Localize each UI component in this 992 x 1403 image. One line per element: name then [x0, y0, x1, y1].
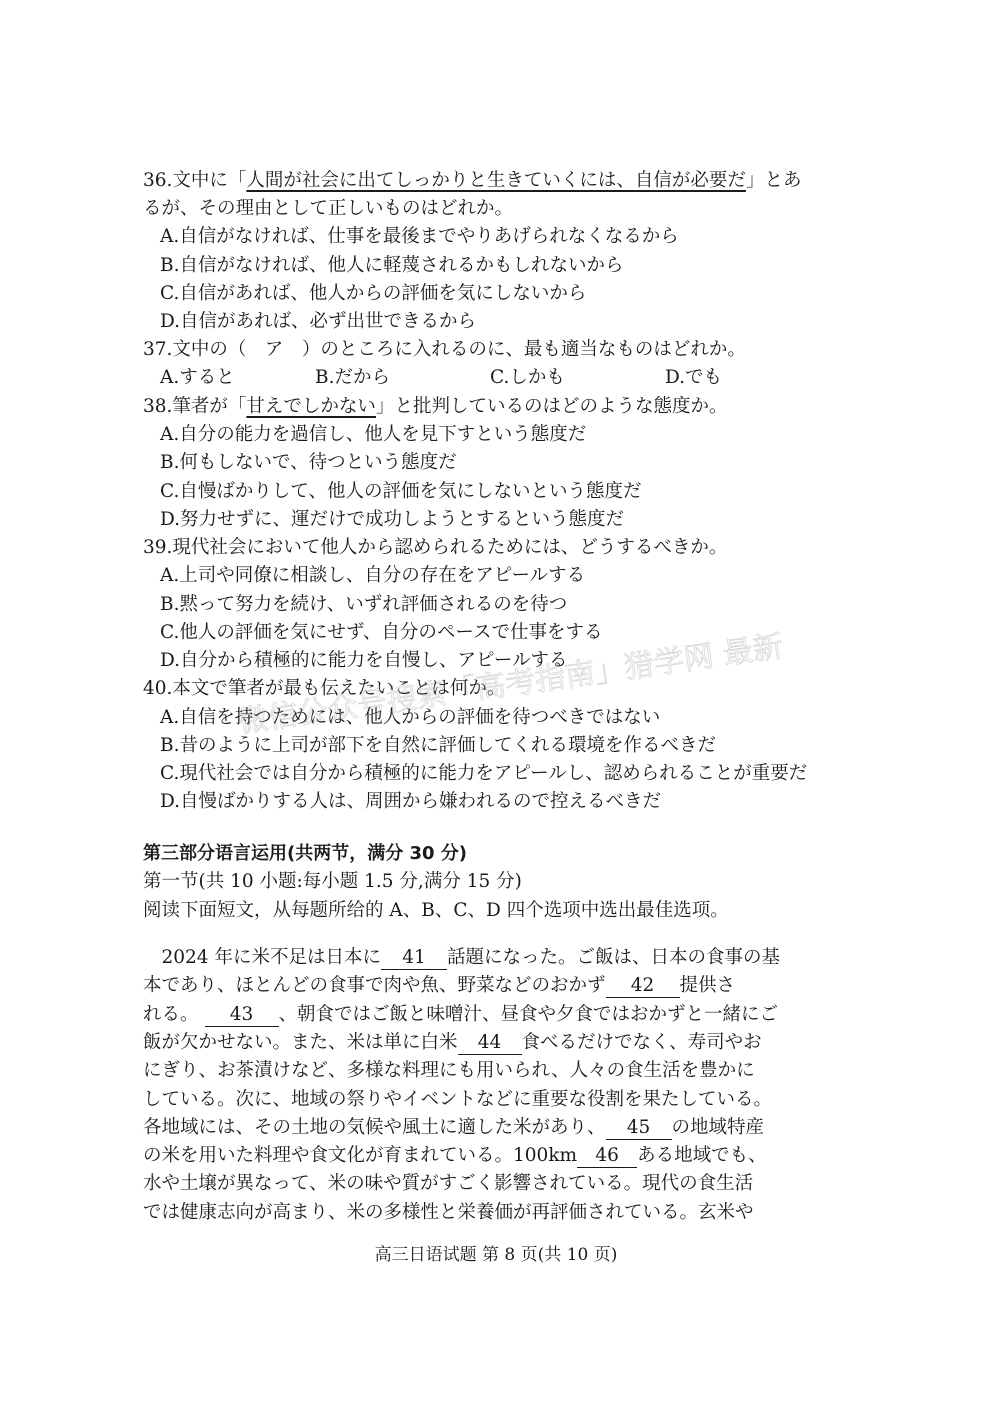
blank-41: 41 [381, 947, 447, 970]
passage-text: 、朝食ではご飯と味噌汁、昼食や夕食ではおかずと一緒にご [278, 1004, 779, 1025]
q38-option-a: A.自分の能力を過信し、他人を見下すという態度だ [160, 424, 587, 445]
q40-stem: 40.本文で筆者が最も伝えたいことは何か。 [143, 678, 506, 699]
passage-line-6: している。次に、地域の祭りやイベントなどに重要な役割を果たしている。 [143, 1089, 773, 1110]
part3-title: 第三部分语言运用(共两节，满分 30 分) [143, 843, 468, 864]
passage-text: れる。 [143, 1004, 199, 1025]
passage-line-10: では健康志向が高まり、米の多様性と栄養価が再評価されている。玄米や [143, 1202, 754, 1223]
q37-option-a: A.すると [160, 367, 235, 388]
passage-line-1 [143, 944, 780, 972]
blank-44: 44 [458, 1032, 522, 1055]
passage-line-8 [143, 1142, 767, 1170]
blank-43: 43 [205, 1004, 279, 1027]
passage-text: の地域特産 [671, 1117, 765, 1138]
q38-prefix: 38.筆者が「 [143, 396, 247, 417]
q36-suffix: 」とあ [745, 170, 802, 191]
q38-option-d: D.努力せずに、運だけで成功しようとするという態度だ [160, 509, 625, 530]
q39-option-b: B.黙って努力を続け、いずれ評価されるのを待つ [160, 594, 568, 615]
q39-stem: 39.現代社会において他人から認められるためには、どうするべきか。 [143, 537, 728, 558]
passage-line-9: 水や土壌が異なって、米の味や質がすごく影響されている。現代の食生活 [143, 1173, 754, 1194]
blank-42: 42 [606, 975, 680, 998]
passage-line-2 [143, 972, 735, 1000]
passage-text: 各地域には、その土地の気候や風土に適した米があり、 [143, 1117, 606, 1138]
q39-option-c: C.他人の評価を気にせず、自分のペースで仕事をする [160, 622, 603, 643]
blank-46: 46 [577, 1145, 637, 1168]
q37-option-b: B.だから [315, 367, 390, 388]
passage-line-3 [143, 1001, 778, 1029]
q36-option-d: D.自信があれば、必ず出世できるから [160, 311, 477, 332]
passage-text: ある地域でも、 [637, 1145, 767, 1166]
q40-option-b: B.昔のように上司が部下を自然に評価してくれる環境を作るべきだ [160, 735, 716, 756]
passage-text: 飯が欠かせない。また、米は単に白米 [143, 1032, 458, 1053]
watermark-text: 微信公众号搜索「高考指南」猎学网 最新高考资讯 [235, 612, 790, 741]
q38-quote: 甘えでしかない [246, 396, 376, 417]
q36-option-c: C.自信があれば、他人からの評価を気にしないから [160, 283, 587, 304]
passage-text: 提供さ [679, 975, 736, 996]
passage-text: 話題になった。ご飯は、日本の食事の基 [446, 947, 780, 968]
q40-option-a: A.自信を持つためには、他人からの評価を待つべきではない [160, 707, 661, 728]
passage-text: 2024 年に米不足は日本に [143, 947, 381, 968]
q36-prefix: 36.文中に「 [143, 170, 247, 191]
q38-option-c: C.自慢ばかりして、他人の評価を気にしないという態度だ [160, 481, 642, 502]
page-footer: 高三日语试题 第 8 页(共 10 页) [374, 1245, 618, 1265]
passage-text: 食べるだけでなく、寿司やお [521, 1032, 762, 1053]
q36-option-b: B.自信がなければ、他人に軽蔑されるかもしれないから [160, 255, 624, 276]
q37-stem: 37.文中の（ ア ）のところに入れるのに、最も適当なものはどれか。 [143, 339, 746, 360]
passage-text: 本であり、ほとんどの食事で肉や魚、野菜などのおかず [143, 975, 606, 996]
passage-line-4 [143, 1029, 762, 1057]
q40-option-d: D.自慢ばかりする人は、周囲から嫌われるので控えるべきだ [160, 791, 662, 812]
q40-option-c: C.現代社会では自分から積極的に能力をアピールし、認められることが重要だ [160, 763, 808, 784]
passage-text: の米を用いた料理や食文化が育まれている。100km [143, 1145, 578, 1166]
q39-option-d: D.自分から積極的に能力を自慢し、アピールする [160, 650, 568, 671]
q38-suffix: 」と批判しているのはどのような態度か。 [375, 396, 728, 417]
part3-instruction: 阅读下面短文，从每题所给的 A、B、C、D 四个选项中选出最佳选项。 [143, 900, 729, 921]
part3-section1: 第一节(共 10 小题:每小题 1.5 分,满分 15 分) [143, 871, 522, 892]
passage-line-7 [143, 1114, 764, 1142]
passage-line-5: にぎり、お茶漬けなど、多様な料理にも用いられ、人々の食生活を豊かに [143, 1060, 755, 1081]
q36-stem-line2: るが、その理由として正しいものはどれか。 [143, 198, 514, 219]
q38-option-b: B.何もしないで、待つという態度だ [160, 452, 457, 473]
q39-option-a: A.上司や同僚に相談し、自分の存在をアピールする [160, 565, 586, 586]
blank-45: 45 [606, 1117, 672, 1140]
q36-stem [143, 167, 801, 195]
q36-option-a: A.自信がなければ、仕事を最後までやりあげられなくなるから [160, 226, 679, 247]
q38-stem [143, 393, 727, 421]
q37-option-d: D.でも [665, 367, 723, 388]
q36-quote: 人間が社会に出てしっかりと生きていくには、自信が必要だ [246, 170, 746, 191]
q37-option-c: C.しかも [490, 367, 565, 388]
